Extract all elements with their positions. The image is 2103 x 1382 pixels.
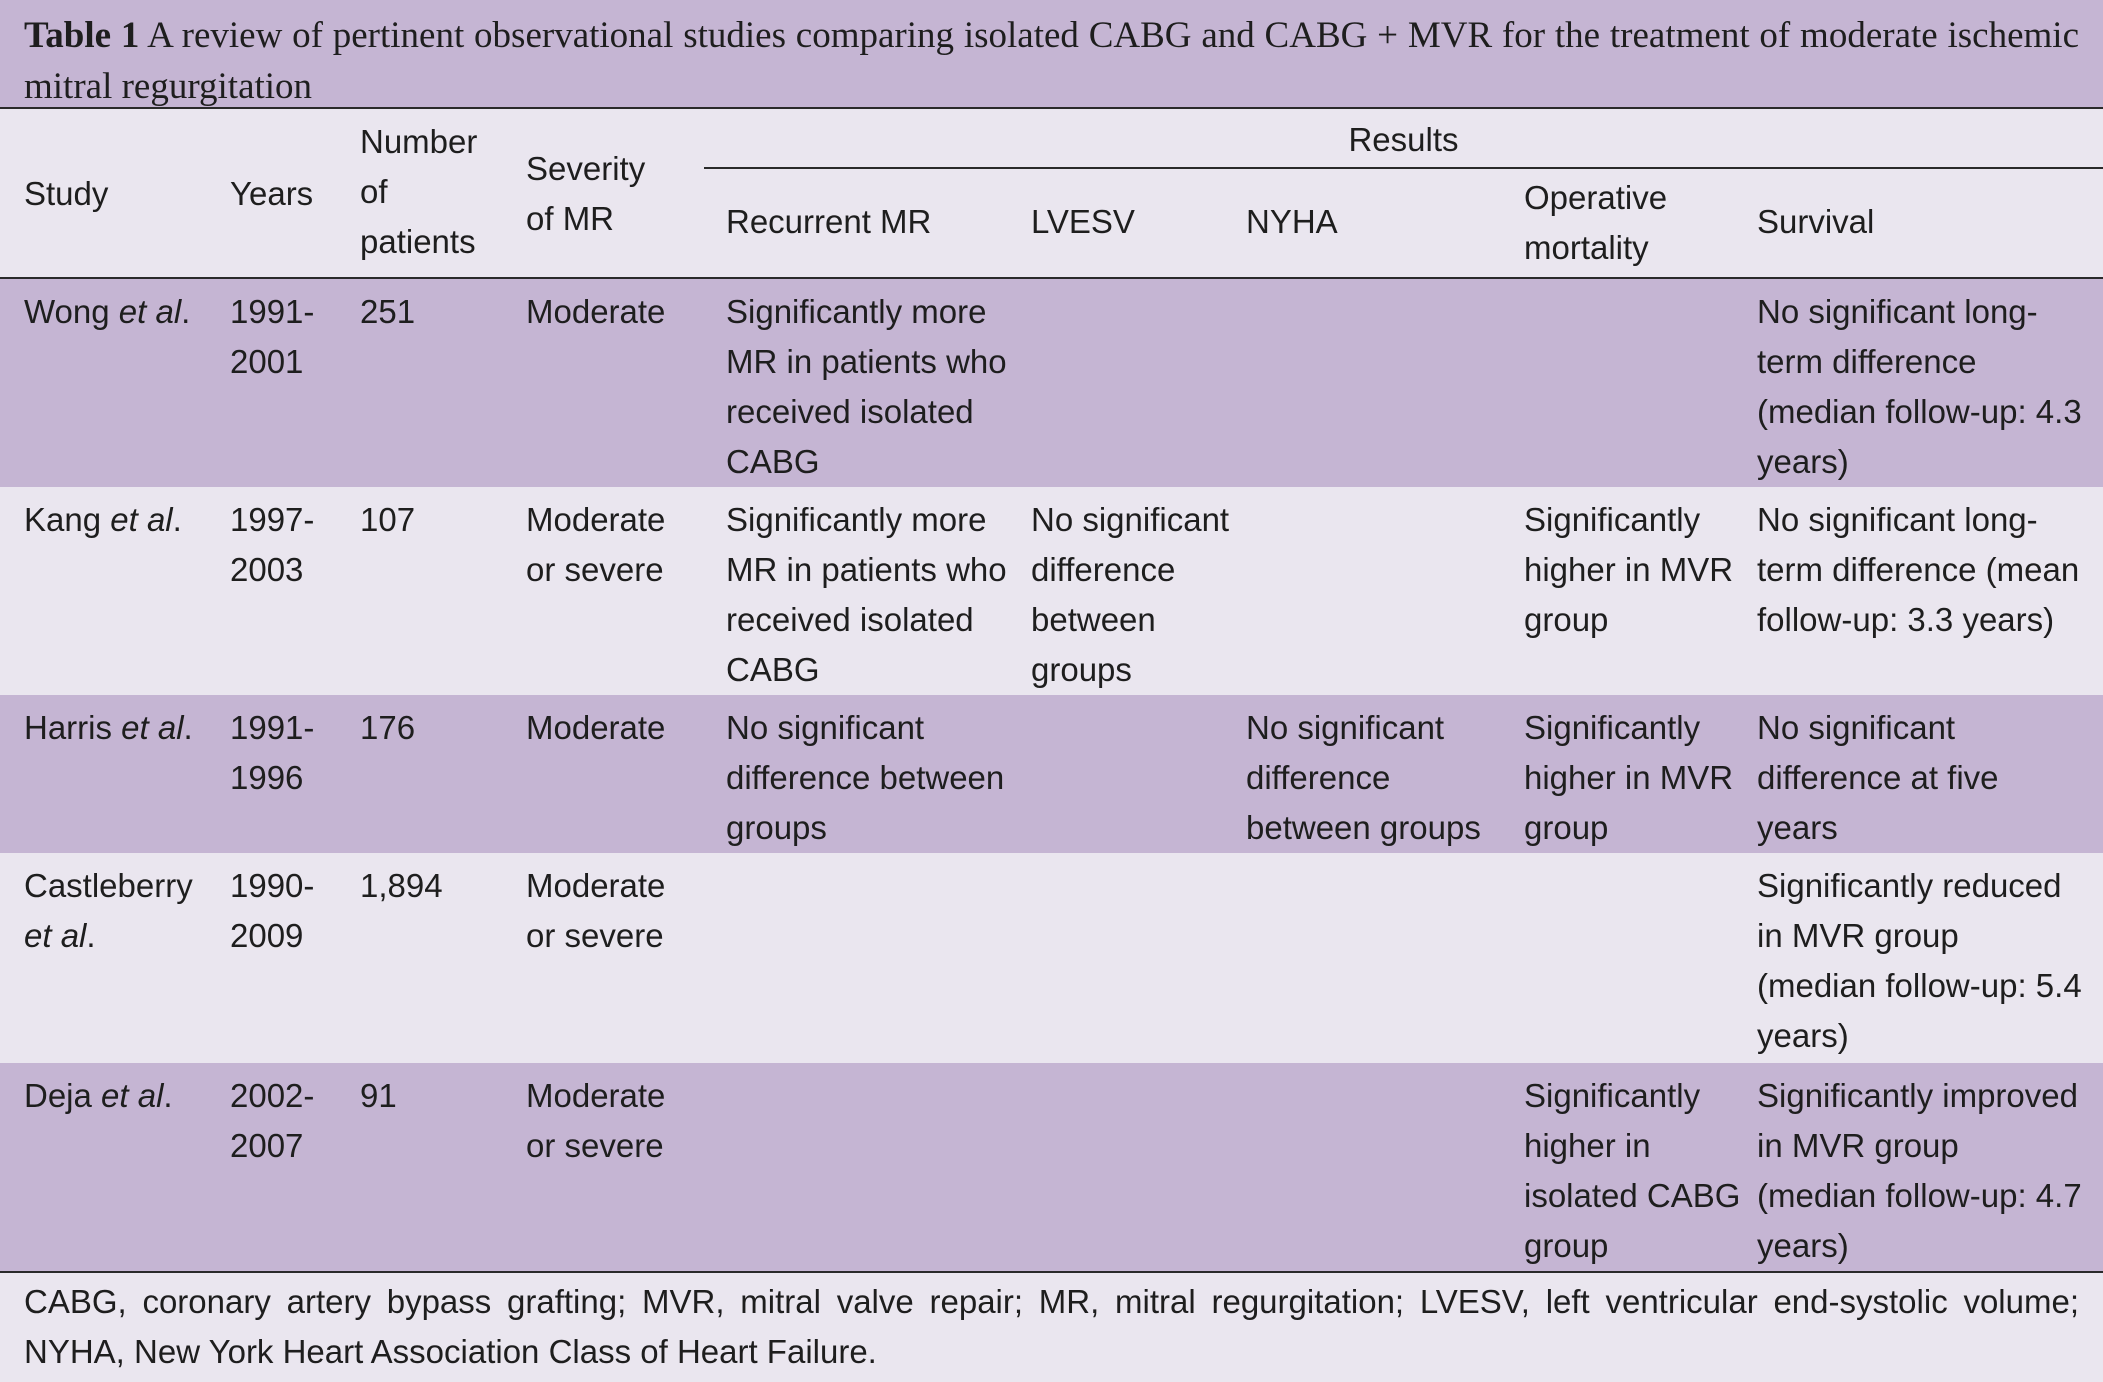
cell-nyha: No significant difference between groups — [1246, 709, 1481, 846]
cell-study: Wong et al. — [24, 293, 191, 330]
header-years: Years — [230, 175, 314, 212]
cell-recurrent-mr: Significantly more MR in patients who received isolated CABG — [726, 501, 1007, 688]
cell-operative-mortality: Significantly higher in MVR group — [1524, 501, 1734, 638]
table-bottom-rule — [0, 1271, 2103, 1273]
caption-label: Table 1 — [24, 15, 140, 56]
cell-patients: 107 — [360, 501, 416, 538]
cell-recurrent-mr: No significant difference between groups — [726, 709, 1005, 846]
cell-severity: Moderate — [526, 709, 666, 746]
cell-survival: No significant long-term difference (median follow-up: 4.3 years) — [1757, 293, 2082, 480]
header-lvesv: LVESV — [1031, 203, 1135, 240]
table-row — [0, 487, 2103, 695]
cell-years: 1990- 2009 — [230, 867, 315, 954]
table-header — [0, 109, 2103, 277]
header-nyha: NYHA — [1246, 203, 1338, 240]
cell-severity: Moderate or severe — [526, 501, 666, 588]
table-row — [0, 279, 2103, 487]
table-row — [0, 853, 2103, 1063]
header-patients-line1: Number — [360, 123, 478, 160]
cell-survival: No significant difference at five years — [1757, 709, 1999, 846]
cell-years: 1991- 2001 — [230, 293, 315, 380]
header-patients-line3: patients — [360, 223, 476, 260]
cell-patients: 176 — [360, 709, 416, 746]
cell-severity: Moderate or severe — [526, 867, 666, 954]
cell-study: Deja et al. — [24, 1077, 173, 1114]
header-results: Results — [1348, 121, 1459, 158]
cell-operative-mortality: Significantly higher in isolated CABG group — [1524, 1077, 1741, 1264]
cell-study: Harris et al. — [24, 709, 193, 746]
cell-patients: 251 — [360, 293, 416, 330]
header-recurrent-mr: Recurrent MR — [726, 203, 932, 240]
cell-lvesv: No significant difference between groups — [1031, 501, 1230, 688]
cell-recurrent-mr: Significantly more MR in patients who received isolated CABG — [726, 293, 1007, 480]
header-study: Study — [24, 175, 109, 212]
table-row — [0, 695, 2103, 853]
results-group-rule — [704, 167, 2103, 169]
header-severity-line1: Severity — [526, 150, 646, 187]
table-caption — [0, 0, 2103, 107]
cell-survival: No significant long-term difference (mean follow-up: 3.3 years) — [1757, 501, 2080, 638]
cell-years: 1997- 2003 — [230, 501, 315, 588]
header-operative-mortality-line1: Operative — [1524, 179, 1668, 216]
caption-text: A review of pertinent observational studies comparing isolated CABG and CABG + MVR for the treatment of moderate ischemic mitral regurgitation — [24, 15, 2080, 107]
header-survival: Survival — [1757, 203, 1875, 240]
cell-severity: Moderate — [526, 293, 666, 330]
cell-patients: 91 — [360, 1077, 397, 1114]
cell-study: Kang et al. — [24, 501, 182, 538]
header-severity-line2: of MR — [526, 200, 615, 237]
cell-study: Castleberry et al. — [24, 867, 193, 954]
table-footnote: CABG, coronary artery bypass grafting; MVR, mitral valve repair; MR, mitral regurgitation; LVESV, left ventricular end-systolic volume; NYHA, New York Heart Association Class of Heart Failure. — [24, 1283, 2079, 1370]
header-operative-mortality-line2: mortality — [1524, 229, 1649, 266]
cell-patients: 1,894 — [360, 867, 443, 904]
header-patients-line2: of — [360, 173, 388, 210]
cell-survival: Significantly reduced in MVR group (median follow-up: 5.4 years) — [1757, 867, 2082, 1054]
cell-years: 1991- 1996 — [230, 709, 315, 796]
cell-severity: Moderate or severe — [526, 1077, 666, 1164]
table-row — [0, 1063, 2103, 1271]
cell-survival: Significantly improved in MVR group (median follow-up: 4.7 years) — [1757, 1077, 2082, 1264]
cell-years: 2002- 2007 — [230, 1077, 315, 1164]
cell-operative-mortality: Significantly higher in MVR group — [1524, 709, 1734, 846]
